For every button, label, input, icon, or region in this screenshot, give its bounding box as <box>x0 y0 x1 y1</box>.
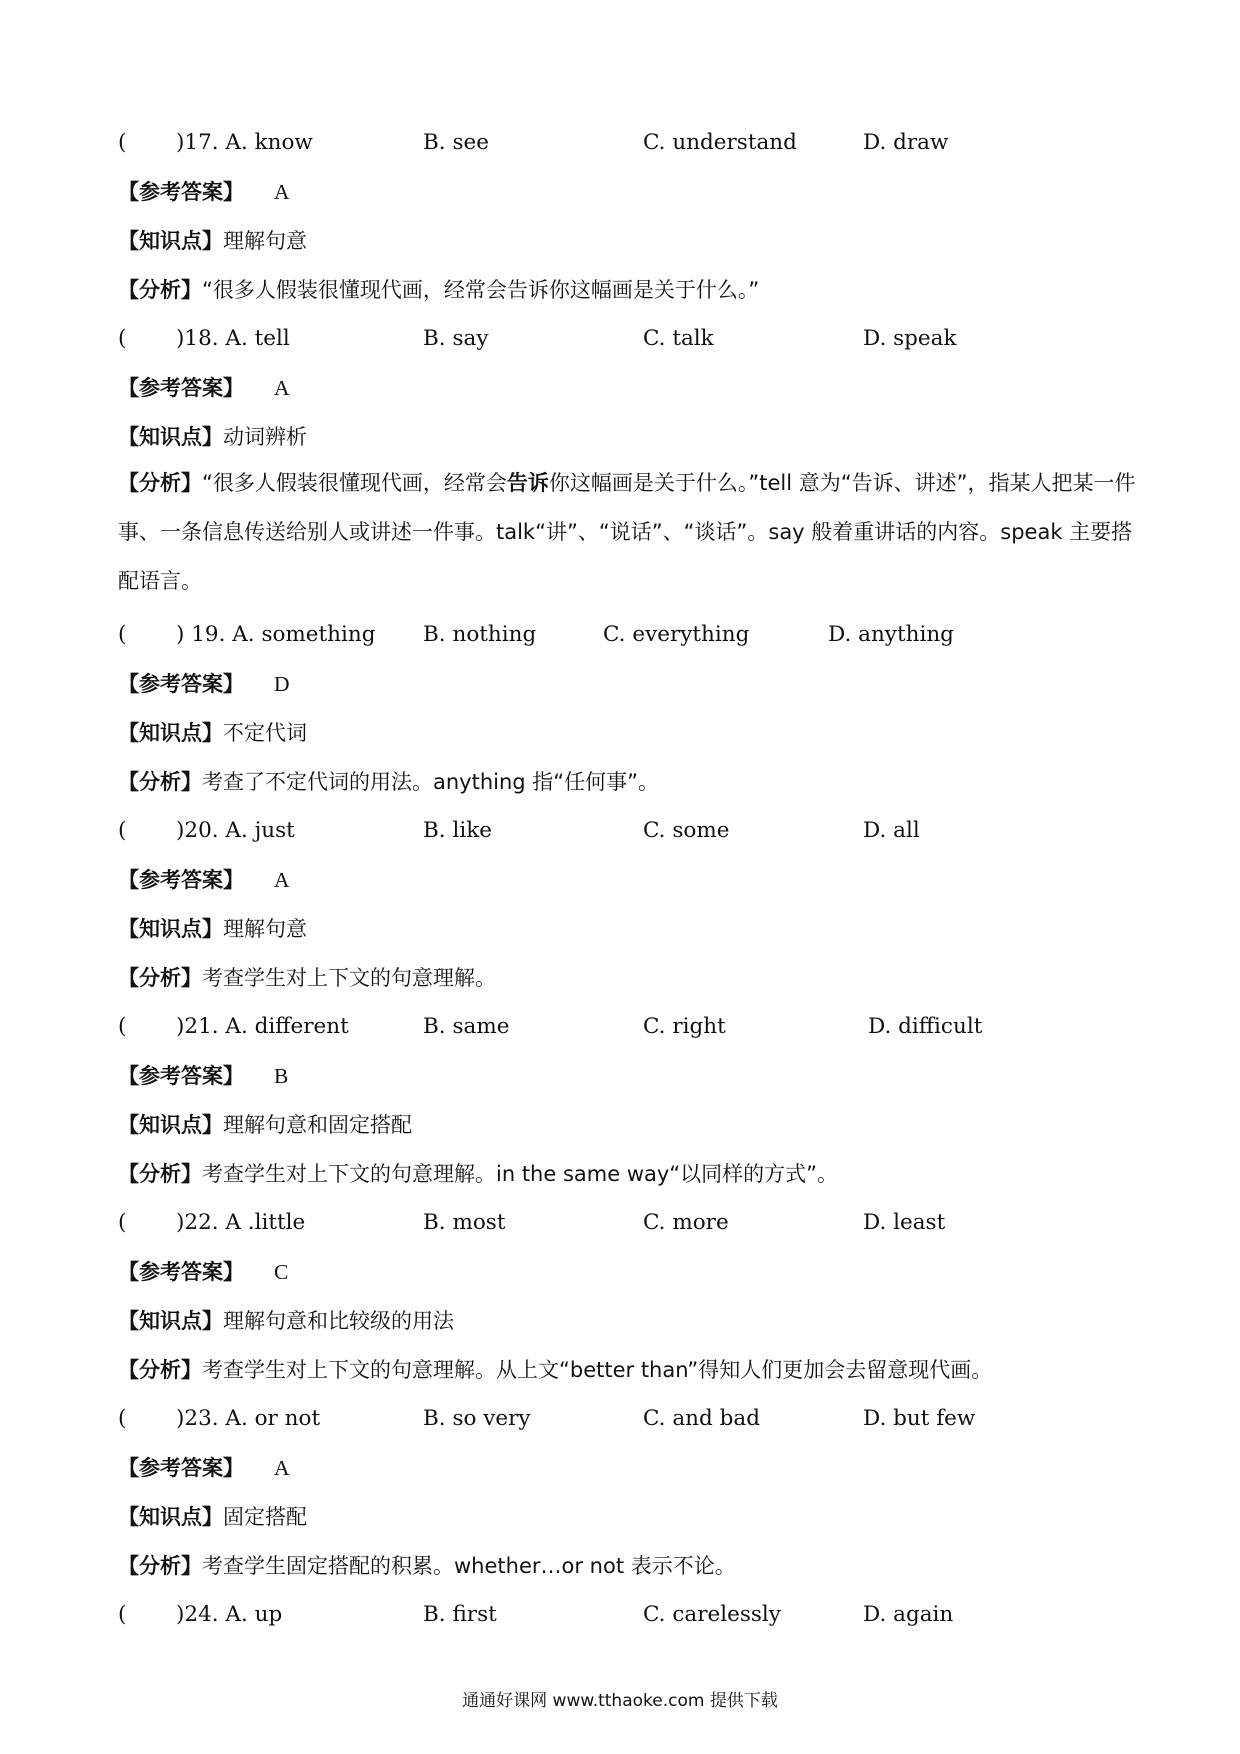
analysis-label: 【分析】 <box>118 278 202 302</box>
option-c: C. right <box>643 1014 726 1039</box>
knowledge-text: 固定搭配 <box>223 1505 307 1529</box>
knowledge-line <box>118 1307 1140 1336</box>
analysis-text: 考查学生固定搭配的积累。whether…or not 表示不论。 <box>202 1554 736 1578</box>
option-c: C. and bad <box>643 1406 760 1431</box>
answer-value: A <box>274 868 290 892</box>
answer-line <box>118 1454 1140 1483</box>
analysis-text: 考查了不定代词的用法。anything 指“任何事”。 <box>202 770 660 794</box>
analysis-text: “很多人假装很懂现代画，经常会 <box>202 471 507 495</box>
option-b: B. so very <box>423 1406 531 1431</box>
answer-line <box>118 866 1140 895</box>
option-c: C. carelessly <box>643 1602 781 1627</box>
answer-blank: ( <box>118 1210 127 1235</box>
analysis-line <box>118 1552 1140 1581</box>
answer-label: 【参考答案】 <box>118 672 244 696</box>
knowledge-label: 【知识点】 <box>118 1309 223 1333</box>
option-b: B. first <box>423 1602 497 1627</box>
option-a: )18. A. tell <box>176 326 290 351</box>
answer-blank: ( <box>118 1014 127 1039</box>
answer-blank: ( <box>118 818 127 843</box>
option-a: )22. A .little <box>176 1210 306 1235</box>
analysis-label: 【分析】 <box>118 1162 202 1186</box>
knowledge-label: 【知识点】 <box>118 721 223 745</box>
answer-label: 【参考答案】 <box>118 1456 244 1480</box>
answer-label: 【参考答案】 <box>118 180 244 204</box>
knowledge-line <box>118 423 1140 452</box>
analysis-text: 你这幅画是关于什么。”tell 意为“告诉、讲述”，指某人把某一件事、一条信息传送给别人或讲述一件事。talk“讲”、“说话”、“谈话”。say 般着重讲话的内容。speak 主要搭配语言。 <box>118 471 1136 593</box>
answer-label: 【参考答案】 <box>118 868 244 892</box>
knowledge-label: 【知识点】 <box>118 425 223 449</box>
knowledge-line <box>118 1111 1140 1140</box>
knowledge-text: 动词辨析 <box>223 425 307 449</box>
answer-value: B <box>274 1064 289 1088</box>
knowledge-label: 【知识点】 <box>118 1113 223 1137</box>
option-d: D. but few <box>863 1406 976 1431</box>
analysis-paragraph <box>118 459 1140 606</box>
answer-label: 【参考答案】 <box>118 376 244 400</box>
answer-value: D <box>274 672 290 696</box>
answer-label: 【参考答案】 <box>118 1260 244 1284</box>
analysis-text: “很多人假装很懂现代画，经常会告诉你这幅画是关于什么。” <box>202 278 760 302</box>
option-a: ) 19. A. something <box>176 622 376 647</box>
option-d: D. anything <box>828 622 954 647</box>
option-c: C. some <box>643 818 730 843</box>
knowledge-line <box>118 719 1140 748</box>
answer-value: A <box>274 1456 290 1480</box>
answer-blank: ( <box>118 622 127 647</box>
analysis-line <box>118 964 1140 993</box>
knowledge-label: 【知识点】 <box>118 229 223 253</box>
analysis-line <box>118 1160 1140 1189</box>
analysis-text: 考查学生对上下文的句意理解。从上文“better than”得知人们更加会去留意现代画。 <box>202 1358 993 1382</box>
analysis-highlight: 告诉 <box>506 471 549 495</box>
option-a: )20. A. just <box>176 818 295 843</box>
answer-value: A <box>274 376 290 400</box>
answer-line <box>118 670 1140 699</box>
analysis-text: 考查学生对上下文的句意理解。in the same way“以同样的方式”。 <box>202 1162 839 1186</box>
answer-line <box>118 1258 1140 1287</box>
knowledge-text: 理解句意和比较级的用法 <box>223 1309 454 1333</box>
option-b: B. say <box>423 326 489 351</box>
knowledge-label: 【知识点】 <box>118 1505 223 1529</box>
analysis-line <box>118 1356 1140 1385</box>
knowledge-text: 理解句意和固定搭配 <box>223 1113 412 1137</box>
option-b: B. most <box>423 1210 506 1235</box>
answer-blank: ( <box>118 1406 127 1431</box>
option-a: )23. A. or not <box>176 1406 321 1431</box>
option-a: )21. A. different <box>176 1014 349 1039</box>
answer-blank: ( <box>118 1602 127 1627</box>
knowledge-label: 【知识点】 <box>118 917 223 941</box>
option-b: B. see <box>423 130 489 155</box>
option-c: C. more <box>643 1210 729 1235</box>
knowledge-line <box>118 1503 1140 1532</box>
answer-label: 【参考答案】 <box>118 1064 244 1088</box>
knowledge-text: 理解句意 <box>223 229 307 253</box>
answer-line <box>118 178 1140 207</box>
answer-blank: ( <box>118 130 127 155</box>
option-d: D. again <box>863 1602 954 1627</box>
knowledge-line <box>118 227 1140 256</box>
analysis-text: 考查学生对上下文的句意理解。 <box>202 966 496 990</box>
option-d: D. difficult <box>868 1014 983 1039</box>
option-a: )24. A. up <box>176 1602 283 1627</box>
analysis-label: 【分析】 <box>118 770 202 794</box>
analysis-label: 【分析】 <box>118 1358 202 1382</box>
analysis-label: 【分析】 <box>118 1554 202 1578</box>
knowledge-text: 不定代词 <box>223 721 307 745</box>
analysis-line <box>118 276 1140 305</box>
option-d: D. draw <box>863 130 949 155</box>
answer-line <box>118 1062 1140 1091</box>
knowledge-text: 理解句意 <box>223 917 307 941</box>
page-footer: 通通好课网 www.tthaoke.com 提供下载 <box>462 1691 778 1711</box>
analysis-label: 【分析】 <box>118 471 202 495</box>
knowledge-line <box>118 915 1140 944</box>
option-b: B. same <box>423 1014 510 1039</box>
answer-line <box>118 374 1140 403</box>
option-a: )17. A. know <box>176 130 313 155</box>
analysis-label: 【分析】 <box>118 966 202 990</box>
option-c: C. understand <box>643 130 797 155</box>
answer-value: A <box>274 180 290 204</box>
option-d: D. least <box>863 1210 946 1235</box>
option-d: D. speak <box>863 326 957 351</box>
option-d: D. all <box>863 818 920 843</box>
option-b: B. like <box>423 818 492 843</box>
option-c: C. everything <box>603 622 750 647</box>
answer-value: C <box>274 1260 289 1284</box>
option-c: C. talk <box>643 326 714 351</box>
option-b: B. nothing <box>423 622 537 647</box>
answer-blank: ( <box>118 326 127 351</box>
analysis-line <box>118 768 1140 797</box>
